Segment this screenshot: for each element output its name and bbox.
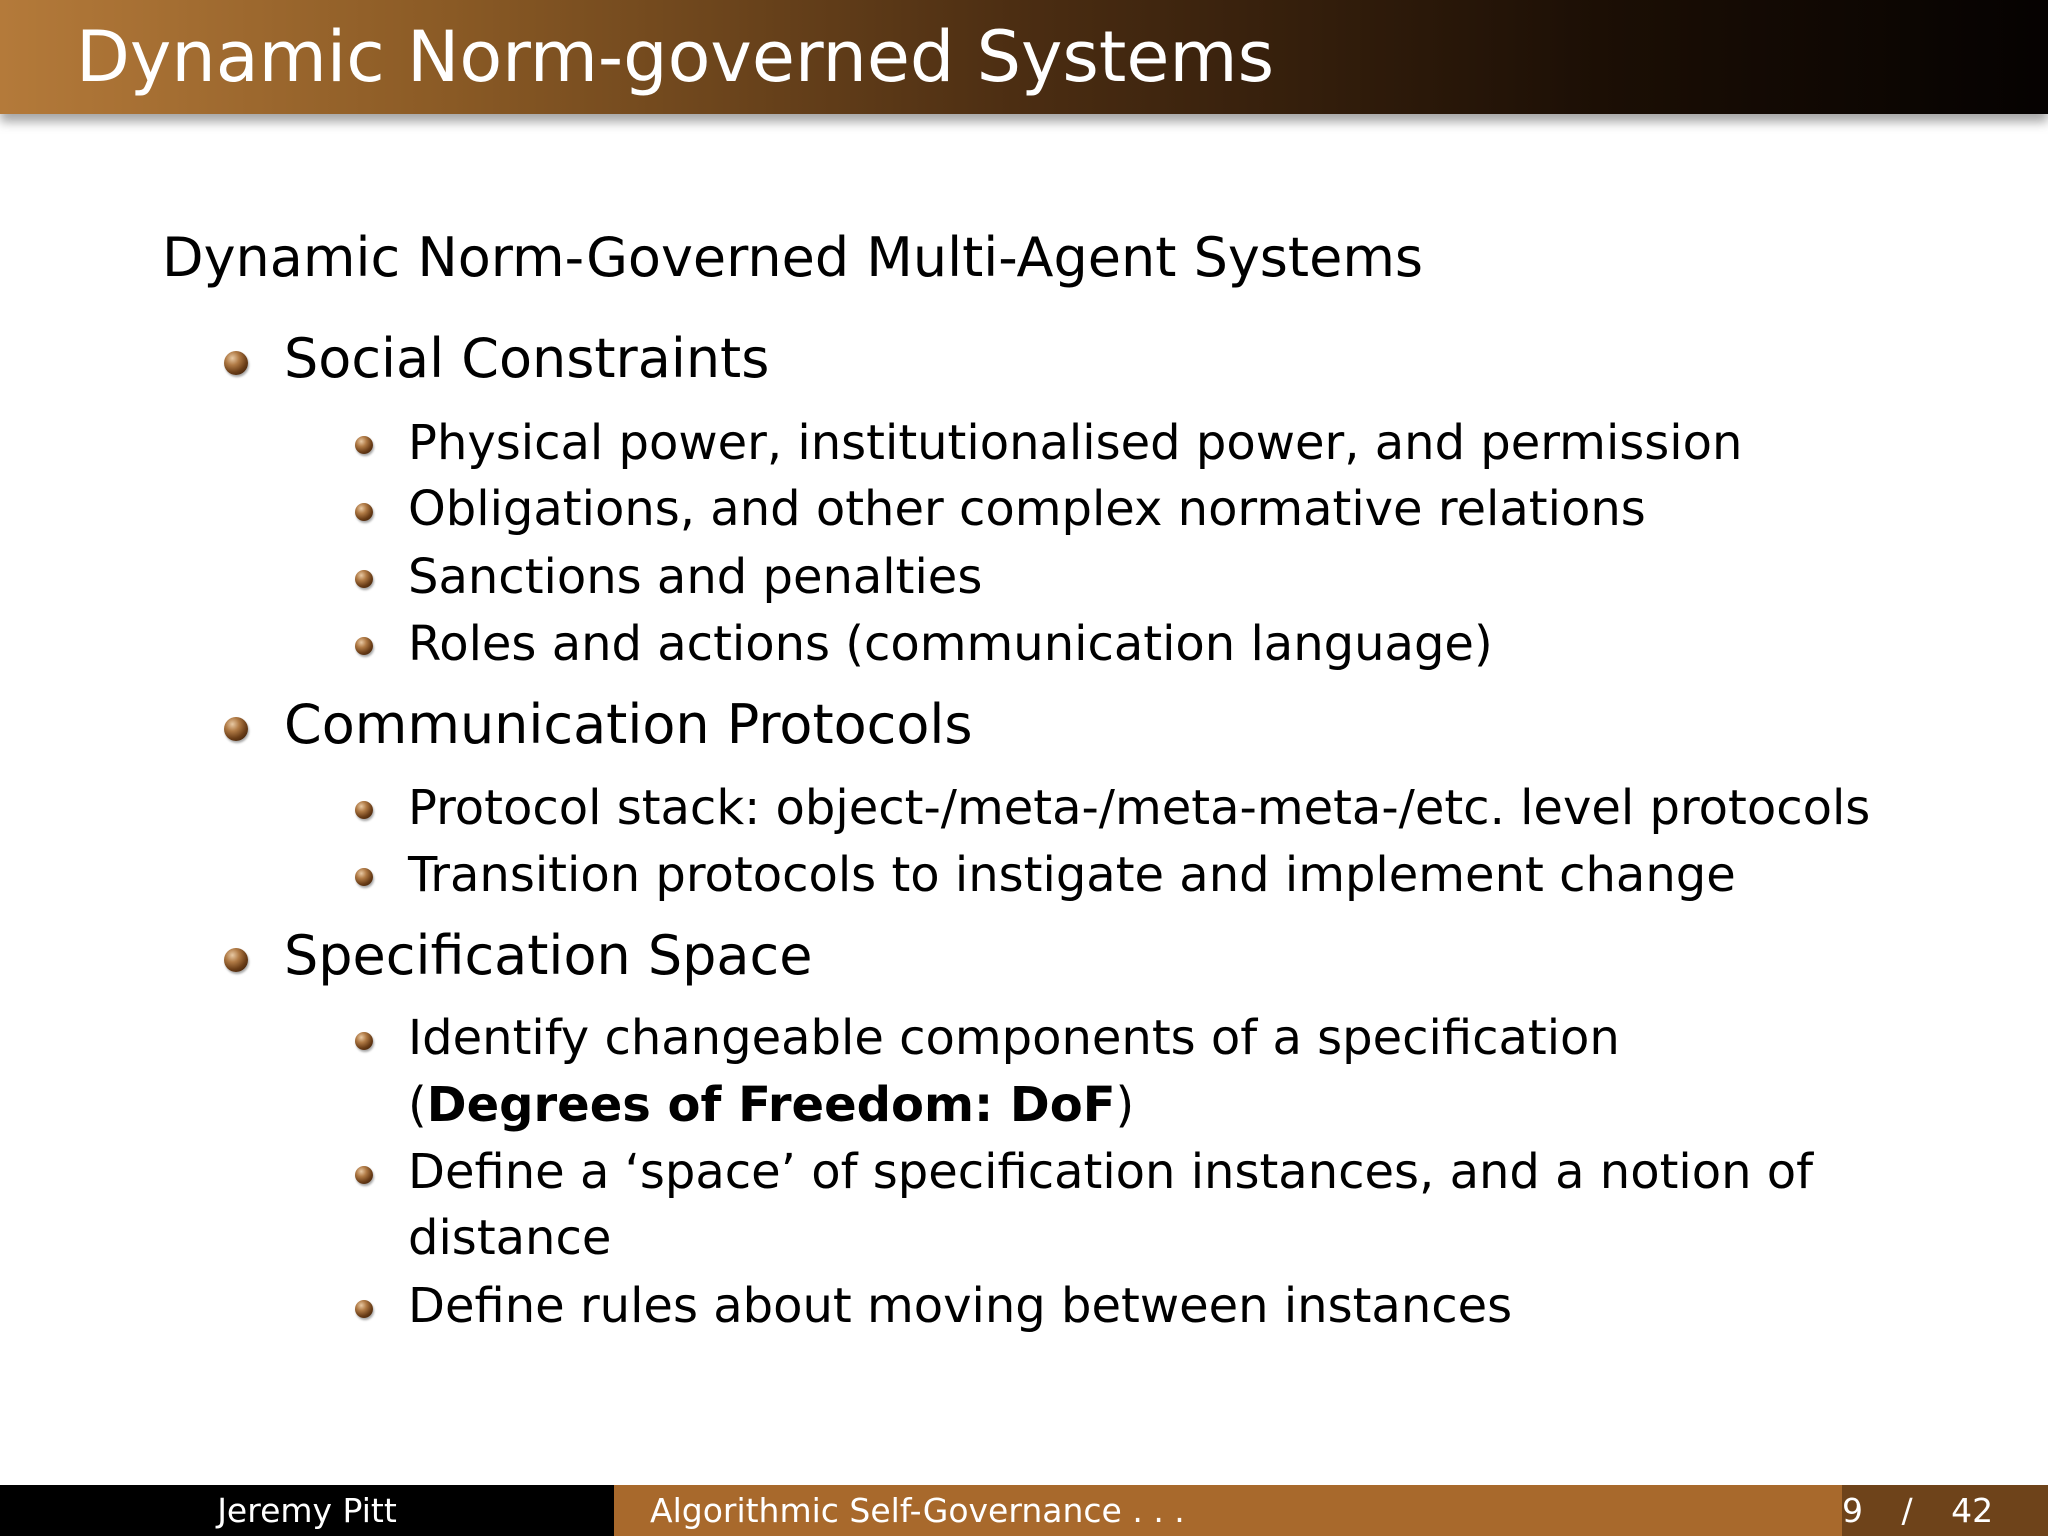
list-item: Obligations, and other complex normative relations	[408, 481, 1646, 537]
slide-title: Dynamic Norm-governed Systems	[76, 16, 1275, 98]
footer-short-title	[614, 1485, 1842, 1536]
footer	[0, 1485, 2048, 1536]
bullet-icon	[224, 948, 248, 972]
footer-short-title-text: Algorithmic Self-Governance . . .	[650, 1491, 1185, 1530]
list-item: Transition protocols to instigate and implement change	[408, 847, 1736, 903]
section-specification-space: Specification Space	[284, 924, 813, 987]
bullet-icon	[224, 717, 248, 741]
bullet-icon	[355, 1166, 373, 1184]
bullet-icon	[355, 570, 373, 588]
bullet-icon	[355, 801, 373, 819]
footer-author: Jeremy Pitt	[0, 1485, 614, 1536]
list-item: Define rules about moving between instances	[408, 1278, 1513, 1334]
list-item: Identify changeable components of a specification	[408, 1010, 1620, 1066]
list-item: Physical power, institutionalised power, and permission	[408, 415, 1743, 471]
section-communication-protocols: Communication Protocols	[284, 693, 973, 756]
bullet-icon	[355, 436, 373, 454]
dof-emphasis: Degrees of Freedom: DoF	[426, 1077, 1116, 1133]
section-social-constraints: Social Constraints	[284, 327, 770, 390]
list-item-continuation	[408, 1072, 1134, 1138]
footer-page-number	[1842, 1485, 2048, 1536]
page-separator: /	[1901, 1491, 1913, 1530]
bullet-icon	[355, 868, 373, 886]
list-item: Define a ‘space’ of specification instances, and a notion of	[408, 1144, 1814, 1200]
bullet-icon	[355, 1300, 373, 1318]
content-heading: Dynamic Norm-Governed Multi-Agent Systems	[162, 226, 1424, 289]
bullet-icon	[224, 351, 248, 375]
list-item: Sanctions and penalties	[408, 549, 983, 605]
list-item: Protocol stack: object-/meta-/meta-meta-/etc. level protocols	[408, 780, 1871, 836]
list-item: Roles and actions (communication language)	[408, 616, 1493, 672]
page-current: 9	[1842, 1491, 1863, 1530]
bullet-icon	[355, 503, 373, 521]
open-paren: (	[408, 1077, 427, 1133]
close-paren: )	[1115, 1077, 1135, 1133]
list-item-continuation: distance	[408, 1210, 612, 1266]
page-total: 42	[1951, 1491, 1994, 1530]
bullet-icon	[355, 1032, 373, 1050]
bullet-icon	[355, 637, 373, 655]
